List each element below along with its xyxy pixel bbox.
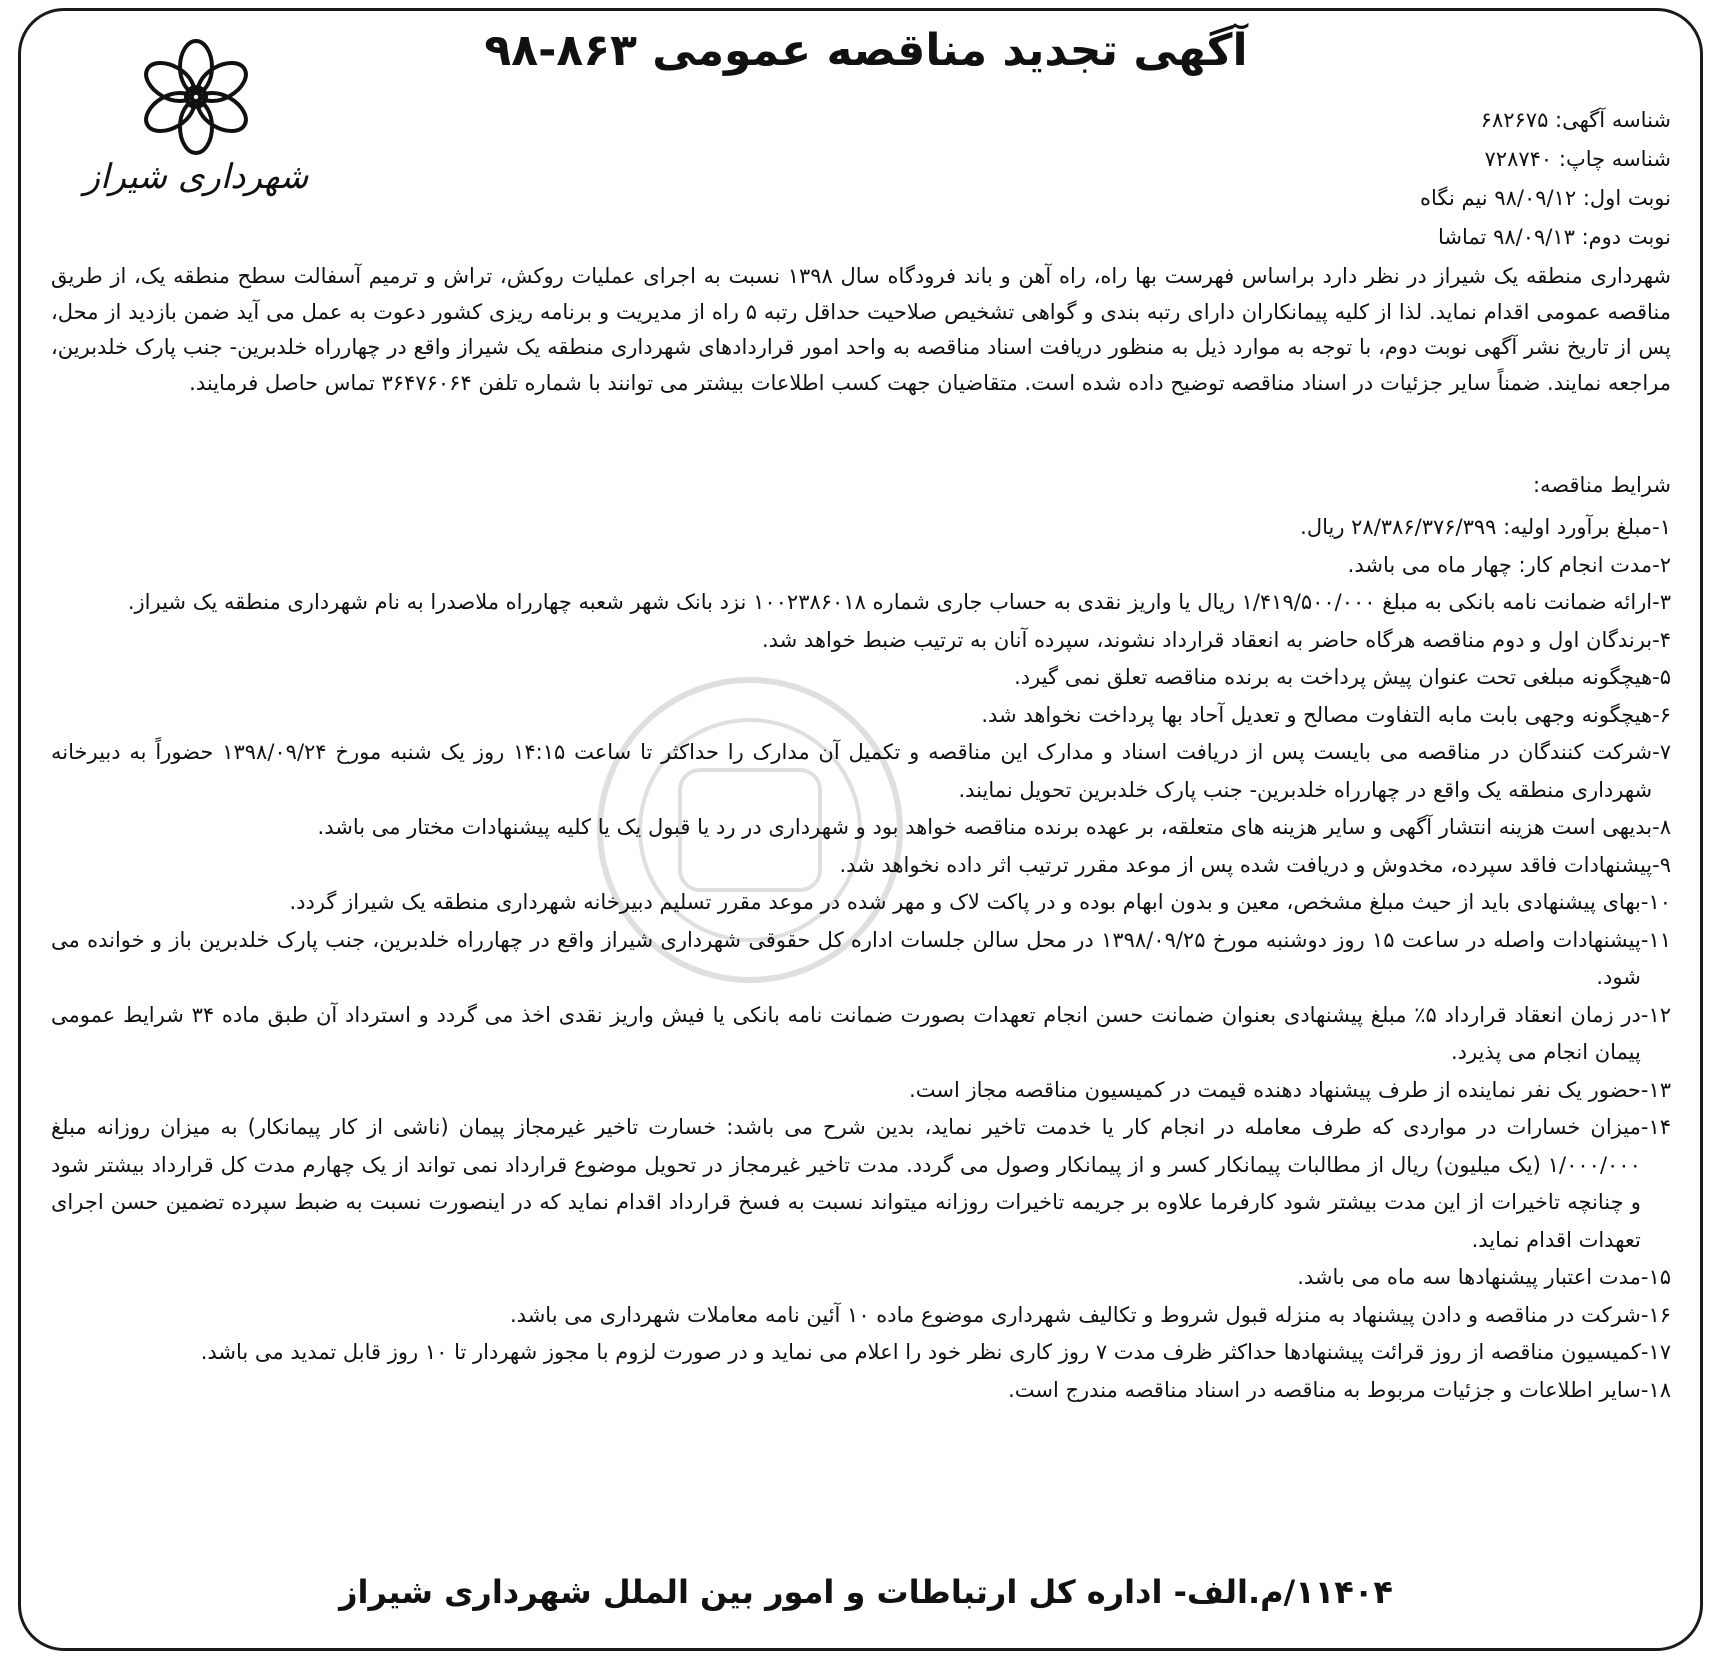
- notice-frame: [18, 8, 1703, 1651]
- shiraz-municipality-logo: [81, 39, 311, 209]
- meta-print-id: شناسه چاپ: ۷۲۸۷۴۰: [1484, 147, 1671, 171]
- meta-second-round: نوبت دوم: ۹۸/۰۹/۱۳ تماشا: [1438, 225, 1671, 249]
- condition-item: ۱۸- سایر اطلاعات و جزئیات مربوط به مناقصه در اسناد مناقصه مندرج است.: [1008, 1377, 1671, 1402]
- condition-item: ۷- شرکت کنندگان در مناقصه می بایست پس از دریافت اسناد و مدارک این مناقصه و تکمیل آن مدارک را حداکثر تا ساعت ۱۴:۱۵ روز یک شنبه مورخ ۱۳۹۸/۰۹/۲۴ حضوراً به دبیرخانه شهرداری منطقه یک واقع در چهارراه خلدبرین- جنب پارک خلدبرین تحویل نمایند.: [51, 740, 1671, 802]
- condition-item: ۱۱- پیشنهادات واصله در ساعت ۱۵ روز دوشنبه مورخ ۱۳۹۸/۰۹/۲۵ در محل سالن جلسات اداره کل حقوقی شهرداری شیراز واقع در چهارراه خلدبرین، جنب پارک خلدبرین باز و خوانده می شود.: [51, 927, 1671, 989]
- condition-item: ۱۵- مدت اعتبار پیشنهادها سه ماه می باشد.: [1297, 1265, 1671, 1289]
- notice-content: [41, 11, 1691, 1654]
- meta-notice-id: شناسه آگهی: ۶۸۲۶۷۵: [1480, 108, 1671, 132]
- condition-item: ۵- هیچگونه مبلغی تحت عنوان پیش پرداخت به برنده مناقصه تعلق نمی گیرد.: [1014, 665, 1671, 689]
- conditions-heading: شرایط مناقصه:: [1532, 473, 1671, 497]
- notice-meta: [771, 101, 1671, 257]
- logo-text: شهرداری شیراز: [83, 157, 309, 197]
- condition-item: ۱۰- بهای پیشنهادی باید از حیث مبلغ مشخص، معین و بدون ابهام بوده و در پاکت لاک و مهر شده در موعد مقرر تسلیم دبیرخانه شهرداری منطقه یک شیراز گردد.: [289, 890, 1671, 914]
- notice-intro-paragraph: شهرداری منطقه یک شیراز در نظر دارد براساس فهرست بها راه، راه آهن و باند فرودگاه سال ۱۳۹۸ نسبت به اجرای عملیات روکش، تراش و ترمیم آسفالت سطح منطقه یک، از طریق مناقصه عمومی اقدام نماید. لذا از کلیه پیمانکاران دارای رتبه بندی و گواهی تشخیص صلاحیت حداقل رتبه ۵ راه از مدیریت و برنامه ریزی کشور دعوت به عمل می آید ضمن بازدید از محل، پس از تاریخ نشر آگهی نوبت دوم، با توجه به موارد ذیل به منظور دریافت اسناد مناقصه به واحد امور قراردادهای شهرداری منطقه یک شیراز واقع در چهارراه خلدبرین- جنب پارک خلدبرین، مراجعه نمایند. ضمناً سایر جزئیات در اسناد مناقصه توضیح داده شده است. متقاضیان جهت کسب اطلاعات بیشتر می توانند با شماره تلفن ۳۶۴۷۶۰۶۴ تماس حاصل فرمایند.: [51, 264, 1671, 395]
- condition-item: ۱- مبلغ برآورد اولیه: ۲۸/۳۸۶/۳۷۶/۳۹۹ ریال.: [1300, 515, 1671, 539]
- notice-footer: ۱۱۴۰۴/م.الف- اداره کل ارتباطات و امور بین الملل شهرداری شیراز: [339, 1573, 1393, 1611]
- condition-item: ۱۲- در زمان انعقاد قرارداد ۵٪ مبلغ پیشنهادی بعنوان ضمانت حسن انجام تعهدات بصورت ضمانت نامه بانکی یا فیش واریز نقدی اخذ می گردد و استرداد آن طبق ماده ۳۴ شرایط عمومی پیمان انجام می پذیرد.: [51, 1002, 1671, 1064]
- condition-item: ۹- پیشنهادات فاقد سپرده، مخدوش و دریافت شده پس از موعد مقرر ترتیب اثر داده نخواهد شد.: [839, 852, 1671, 877]
- condition-item: ۲- مدت انجام کار: چهار ماه می باشد.: [1347, 552, 1671, 577]
- condition-item: ۱۴- میزان خسارات در مواردی که طرف معامله در انجام کار یا خدمت تاخیر نماید، بدین شرح می باشد: خسارت تاخیر غیرمجاز پیمان (ناشی از کار پیمانکار) به میزان روزانه مبلغ ۱/۰۰۰/۰۰۰ (یک میلیون) ریال از مطالبات پیمانکار کسر و از پیمانکار وصول می گردد. مدت تاخیر غیرمجاز در تحویل موضوع قرارداد نمی تواند از یک چهارم مدت کل قرارداد بیشتر شود و چنانچه تاخیرات از این مدت بیشتر شود کارفرما علاوه بر جریمه تاخیرات روزانه میتواند نسبت به فسخ قرارداد اقدام نماید که در اینصورت نسبت به ضبط سپرده تضمین حسن اجرای تعهدات اقدام نماید.: [51, 1115, 1671, 1252]
- notice-title: آگهی تجدید مناقصه عمومی ۸۶۳-۹۸: [484, 25, 1248, 76]
- condition-item: ۶- هیچگونه وجهی بابت مابه التفاوت مصالح و تعدیل آحاد بها پرداخت نخواهد شد.: [981, 702, 1671, 727]
- condition-item: ۸- بدیهی است هزینه انتشار آگهی و سایر هزینه های متعلقه، بر عهده برنده مناقصه خواهد بود و شهرداری در رد یا قبول یک یا کلیه پیشنهادات مختار می باشد.: [317, 815, 1671, 839]
- meta-first-round: نوبت اول: ۹۸/۰۹/۱۲ نیم نگاه: [1419, 186, 1671, 210]
- condition-item: ۱۷- کمیسیون مناقصه از روز قرائت پیشنهادها حداکثر ظرف مدت ۷ روز کاری نظر خود را اعلام می نماید و در صورت لزوم با مجوز شهردار تا ۱۰ روز قابل تمدید می باشد.: [200, 1340, 1671, 1364]
- condition-item: ۱۳- حضور یک نفر نماینده از طرف پیشنهاد دهنده قیمت در کمیسیون مناقصه مجاز است.: [909, 1077, 1671, 1102]
- condition-item: ۳- ارائه ضمانت نامه بانکی به مبلغ ۱/۴۱۹/۵۰۰/۰۰۰ ریال یا واریز نقدی به حساب جاری شماره ۱۰۰۲۳۸۶۰۱۸ نزد بانک شهر شعبه چهارراه ملاصدرا به نام شهرداری منطقه یک شیراز.: [127, 590, 1671, 614]
- condition-item: ۱۶- شرکت در مناقصه و دادن پیشنهاد به منزله قبول شروط و تکالیف شهرداری موضوع ماده ۱۰ آئین نامه معاملات شهرداری می باشد.: [510, 1302, 1671, 1327]
- conditions-list: [51, 509, 1671, 1409]
- condition-item: ۴- برندگان اول و دوم مناقصه هرگاه حاضر به انعقاد قرارداد نشوند، سپرده آنان به ترتیب ضبط خواهد شد.: [761, 627, 1671, 652]
